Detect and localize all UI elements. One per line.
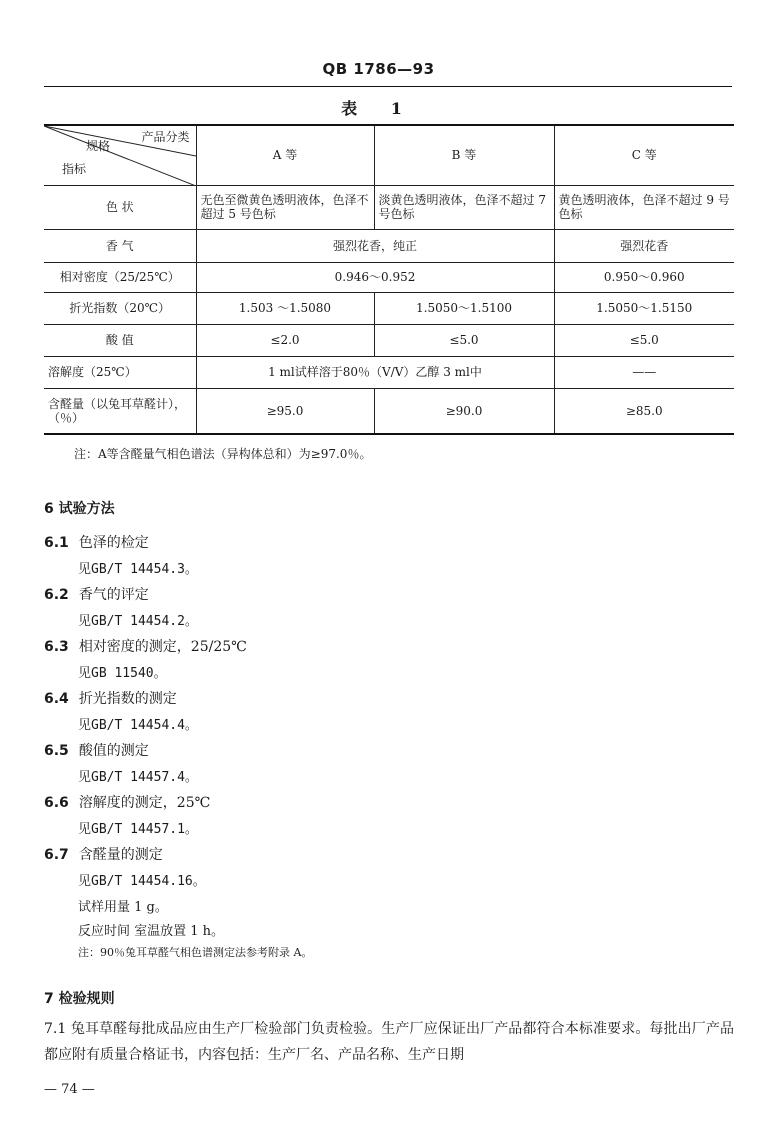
cell-a: ≥95.0	[196, 388, 374, 434]
subsection-number: 6.1	[44, 535, 69, 551]
cell-a: 1.503 ～1.5080	[196, 292, 374, 324]
cell-c: 1.5050～1.5150	[554, 292, 734, 324]
cell-c: 强烈花香	[554, 229, 734, 262]
subsection-number: 6.7	[44, 847, 69, 863]
grade-header-b: B 等	[374, 125, 554, 185]
reference-line: 见GB/T 14454.3。	[78, 562, 198, 577]
subsection-heading: 折光指数的测定	[78, 691, 177, 707]
subsection-number: 6.4	[44, 691, 69, 707]
row-label: 折光指数（20℃）	[44, 292, 196, 324]
subsection-title	[44, 584, 149, 604]
subsection-heading: 相对密度的测定，25/25℃	[78, 639, 247, 655]
row-label: 香 气	[44, 229, 196, 262]
subsection-title	[44, 688, 177, 708]
table-row	[44, 185, 734, 229]
cell-c: 0.950～0.960	[554, 262, 734, 292]
subsection-heading: 香气的评定	[78, 587, 149, 603]
cell-a: ≤2.0	[196, 324, 374, 356]
cell-b: ≥90.0	[374, 388, 554, 434]
reference-line: 见GB/T 14457.4。	[78, 770, 198, 785]
cell-ab: 强烈花香，纯正	[196, 229, 554, 262]
row-label: 酸 值	[44, 324, 196, 356]
table-row	[44, 262, 734, 292]
table-row	[44, 388, 734, 434]
cell-c: 黄色透明液体，色泽不超过 9 号色标	[554, 185, 734, 229]
subsection-number: 6.2	[44, 587, 69, 603]
subsection-heading: 含醛量的测定	[78, 847, 163, 863]
table-row	[44, 324, 734, 356]
subsection-number: 6.5	[44, 743, 69, 759]
table-row	[44, 356, 734, 388]
table-row	[44, 292, 734, 324]
spec-table	[44, 124, 734, 435]
corner-label-category: 产品分类	[141, 130, 190, 144]
corner-label-spec: 规格	[86, 139, 111, 153]
cell-a: 无色至微黄色透明液体，色泽不超过 5 号色标	[196, 185, 374, 229]
reference-line: 见GB 11540。	[78, 666, 167, 681]
table-header-row	[44, 125, 734, 185]
sample-amount-line: 试样用量 1 g。	[78, 900, 168, 915]
header-rule	[44, 86, 732, 87]
reference-line: 见GB/T 14454.4。	[78, 718, 198, 733]
subsection-title	[44, 740, 149, 760]
row-label: 相对密度（25/25℃）	[44, 262, 196, 292]
subsection-title	[44, 636, 247, 656]
table-note: 注：A等含醛量气相色谱法（异构体总和）为≥97.0％。	[74, 447, 372, 461]
row-label: 含醛量（以兔耳草醛计），（％）	[44, 388, 196, 434]
cell-b: 淡黄色透明液体，色泽不超过 7 号色标	[374, 185, 554, 229]
reference-line: 见GB/T 14454.2。	[78, 614, 198, 629]
row-label: 溶解度（25℃）	[44, 356, 196, 388]
reference-line: 见GB/T 14454.16。	[78, 874, 206, 889]
corner-label-index: 指标	[62, 162, 87, 176]
standard-code: QB 1786—93	[322, 60, 435, 78]
section-6-note: 注：90％兔耳草醛气相色谱测定法参考附录 A。	[78, 946, 313, 959]
table-caption: 表 1	[341, 99, 416, 118]
reaction-time-line: 反应时间 室温放置 1 h。	[78, 924, 225, 939]
subsection-title	[44, 532, 149, 552]
page-number: — 74 —	[44, 1082, 95, 1097]
subsection-title	[44, 792, 210, 812]
grade-header-c: C 等	[554, 125, 734, 185]
cell-b: 1.5050～1.5100	[374, 292, 554, 324]
row-label: 色 状	[44, 185, 196, 229]
table-row	[44, 229, 734, 262]
cell-ab: 0.946～0.952	[196, 262, 554, 292]
reference-line: 见GB/T 14457.1。	[78, 822, 198, 837]
subsection-heading: 色泽的检定	[78, 535, 149, 551]
cell-b: ≤5.0	[374, 324, 554, 356]
subsection-heading: 酸值的测定	[78, 743, 149, 759]
cell-c: ≤5.0	[554, 324, 734, 356]
grade-header-a: A 等	[196, 125, 374, 185]
cell-c: ≥85.0	[554, 388, 734, 434]
section-6-title: 6 试验方法	[44, 501, 115, 517]
cell-ab: 1 ml试样溶于80％（V/V）乙醇 3 ml中	[196, 356, 554, 388]
section-7-title: 7 检验规则	[44, 991, 115, 1007]
corner-header-cell	[44, 125, 196, 185]
section-7-paragraph: 7.1 兔耳草醛每批成品应由生产厂检验部门负责检验。生产厂应保证出厂产品都符合本标准要求。每批出厂产品都应附有质量合格证书，内容包括：生产厂名、产品名称、生产日期	[44, 1021, 734, 1063]
subsection-title	[44, 844, 163, 864]
subsection-number: 6.3	[44, 639, 69, 655]
cell-c: ——	[554, 356, 734, 388]
subsection-number: 6.6	[44, 795, 69, 811]
subsection-heading: 溶解度的测定，25℃	[78, 795, 211, 811]
